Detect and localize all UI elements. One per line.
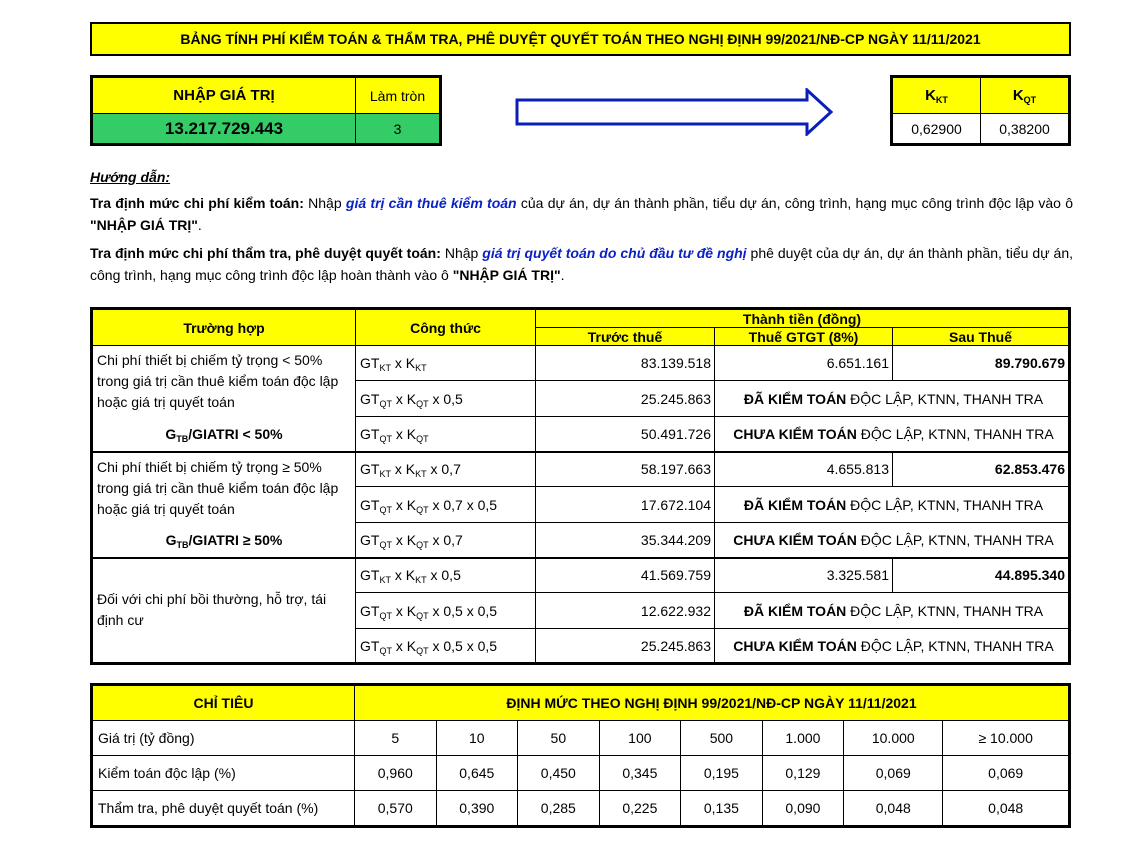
table-row (93, 721, 1069, 756)
rate-cell: 0,570 (355, 791, 437, 826)
kqt-value: 0,38200 (981, 114, 1069, 144)
rate-cell: 100 (599, 721, 681, 756)
rate-cell: 0,090 (762, 791, 844, 826)
rate-cell: 0,390 (436, 791, 518, 826)
rate-cell: 500 (681, 721, 763, 756)
rate-cell: 0,048 (943, 791, 1069, 826)
table-row (93, 558, 1069, 593)
case-label: $G_{TB}$/GIATRI ≥ 50% (165, 531, 283, 550)
table-row (93, 452, 1069, 487)
rate-cell: 5 (355, 721, 437, 756)
rate-cell: 0,069 (844, 756, 943, 791)
before-tax-value: 17.672.104 (536, 487, 715, 523)
header-formula: Công thức (356, 310, 536, 346)
formula-cell: $GT_{QT}$ x $K_{QT}$ (356, 417, 536, 452)
before-tax-value: 35.344.209 (536, 523, 715, 558)
guide-section (90, 166, 1073, 292)
row-label: Giá trị (tỷ đồng) (93, 721, 355, 756)
header-case: Trường hợp (93, 310, 356, 346)
formula-cell: $GT_{QT}$ x $K_{QT}$ x 0,7 (356, 523, 536, 558)
round-label: Làm tròn (356, 78, 440, 114)
rate-cell: 0,450 (518, 756, 600, 791)
header-norm: ĐỊNH MỨC THEO NGHỊ ĐỊNH 99/2021/NĐ-CP NGÀY 11/11/2021 (355, 686, 1069, 721)
before-tax-value: 58.197.663 (536, 452, 715, 487)
rate-cell: 0,960 (355, 756, 437, 791)
after-tax-value: 89.790.679 (893, 346, 1069, 381)
rate-cell: 0,345 (599, 756, 681, 791)
rate-cell: 0,135 (681, 791, 763, 826)
rate-cell: 0,069 (943, 756, 1069, 791)
table-row (93, 756, 1069, 791)
page-title-text: BẢNG TÍNH PHÍ KIỂM TOÁN & THẨM TRA, PHÊ DUYỆT QUYẾT TOÁN THEO NGHỊ ĐỊNH 99/2021/NĐ-CP NGÀY 11/11/2021 (180, 31, 981, 47)
case-cell-equipment-ge50: Chi phí thiết bị chiếm tỷ trọng ≥ 50% trong giá trị cần thuê kiểm toán độc lập hoặc giá trị quyết toán $G_{TB}$/GIATRI ≥ 50% (93, 452, 356, 558)
formula-cell: $GT_{KT}$ x $K_{KT}$ (356, 346, 536, 381)
before-tax-value: 12.622.932 (536, 593, 715, 629)
case-label: $G_{TB}$/GIATRI < 50% (165, 425, 283, 444)
header-amount: Thành tiền (đồng) (536, 310, 1069, 328)
formula-cell: $GT_{QT}$ x $K_{QT}$ x 0,7 x 0,5 (356, 487, 536, 523)
kkt-value: 0,62900 (893, 114, 981, 144)
case-cell-equipment-lt50: Chi phí thiết bị chiếm tỷ trọng < 50% trong giá trị cần thuê kiểm toán độc lập hoặc giá trị quyết toán $G_{TB}$/GIATRI < 50% (93, 346, 356, 452)
vat-value: 3.325.581 (715, 558, 893, 593)
formula-cell: $GT_{QT}$ x $K_{QT}$ x 0,5 x 0,5 (356, 629, 536, 663)
fee-table (90, 307, 1071, 665)
header-after-tax: Sau Thuế (893, 328, 1069, 346)
table-row (93, 791, 1069, 826)
status-note: CHƯA KIỂM TOÁN ĐỘC LẬP, KTNN, THANH TRA (715, 417, 1069, 452)
input-panel (90, 75, 442, 146)
formula-cell: $GT_{QT}$ x $K_{QT}$ x 0,5 x 0,5 (356, 593, 536, 629)
guide-settlement-paragraph: Tra định mức chi phí thẩm tra, phê duyệt quyết toán: Nhập giá trị quyết toán do chủ đầu tư đề nghị phê duyệt của dự án, dự án thành phần, tiểu dự án, công trình, hạng mục công trình độc lập hoàn thành vào ô "NHẬP GIÁ TRỊ". (90, 245, 1074, 283)
rate-cell: 0,129 (762, 756, 844, 791)
rate-cell: 50 (518, 721, 600, 756)
rate-cell: 0,048 (844, 791, 943, 826)
after-tax-value: 44.895.340 (893, 558, 1069, 593)
status-note: ĐÃ KIỂM TOÁN ĐỘC LẬP, KTNN, THANH TRA (715, 593, 1069, 629)
table-row (93, 346, 1069, 381)
kqt-header: $K_{QT}$ (981, 78, 1069, 114)
formula-cell: $GT_{KT}$ x $K_{KT}$ x 0,7 (356, 452, 536, 487)
guide-audit-paragraph: Tra định mức chi phí kiểm toán: Nhập giá trị cần thuê kiểm toán của dự án, dự án thành phần, tiểu dự án, công trình, hạng mục công trình độc lập vào ô "NHẬP GIÁ TRỊ". (90, 195, 1073, 233)
header-indicator: CHỈ TIÊU (93, 686, 355, 721)
rate-cell: 0,285 (518, 791, 600, 826)
status-note: ĐÃ KIỂM TOÁN ĐỘC LẬP, KTNN, THANH TRA (715, 381, 1069, 417)
header-before-tax: Trước thuế (536, 328, 715, 346)
before-tax-value: 83.139.518 (536, 346, 715, 381)
rate-table (90, 683, 1071, 828)
round-value-field[interactable]: 3 (356, 114, 440, 144)
rate-cell: ≥ 10.000 (943, 721, 1069, 756)
case-cell-compensation: Đối với chi phí bồi thường, hỗ trợ, tái định cư (93, 558, 356, 663)
formula-cell: $GT_{QT}$ x $K_{QT}$ x 0,5 (356, 381, 536, 417)
before-tax-value: 50.491.726 (536, 417, 715, 452)
rate-cell: 1.000 (762, 721, 844, 756)
rate-cell: 10 (436, 721, 518, 756)
before-tax-value: 25.245.863 (536, 629, 715, 663)
before-tax-value: 25.245.863 (536, 381, 715, 417)
status-note: CHƯA KIỂM TOÁN ĐỘC LẬP, KTNN, THANH TRA (715, 523, 1069, 558)
right-arrow-icon (515, 88, 835, 136)
coefficient-panel (890, 75, 1071, 146)
input-value-field[interactable]: 13.217.729.443 (93, 114, 356, 144)
row-label: Kiểm toán độc lập (%) (93, 756, 355, 791)
rate-cell: 0,195 (681, 756, 763, 791)
header-vat: Thuế GTGT (8%) (715, 328, 893, 346)
kkt-header: $K_{KT}$ (893, 78, 981, 114)
rate-cell: 10.000 (844, 721, 943, 756)
before-tax-value: 41.569.759 (536, 558, 715, 593)
rate-cell: 0,645 (436, 756, 518, 791)
guide-heading: Hướng dẫn: (90, 169, 171, 185)
row-label: Thẩm tra, phê duyệt quyết toán (%) (93, 791, 355, 826)
status-note: ĐÃ KIỂM TOÁN ĐỘC LẬP, KTNN, THANH TRA (715, 487, 1069, 523)
vat-value: 6.651.161 (715, 346, 893, 381)
page-title (90, 22, 1071, 56)
input-label: NHẬP GIÁ TRỊ (93, 78, 356, 114)
status-note: CHƯA KIỂM TOÁN ĐỘC LẬP, KTNN, THANH TRA (715, 629, 1069, 663)
formula-cell: $GT_{KT}$ x $K_{KT}$ x 0,5 (356, 558, 536, 593)
after-tax-value: 62.853.476 (893, 452, 1069, 487)
vat-value: 4.655.813 (715, 452, 893, 487)
rate-cell: 0,225 (599, 791, 681, 826)
